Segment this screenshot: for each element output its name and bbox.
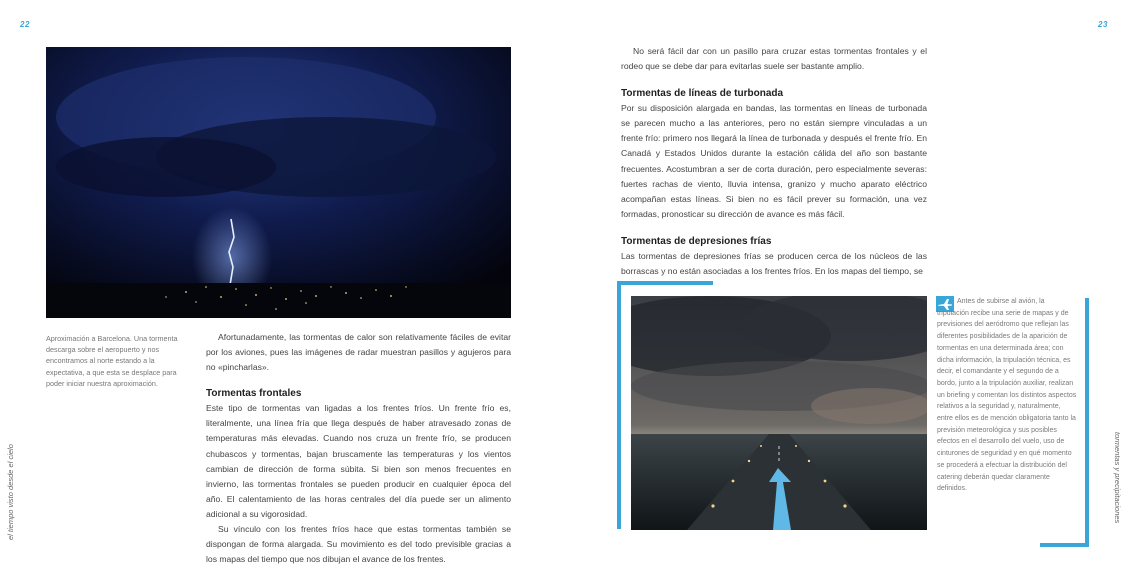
- left-text-column: [206, 330, 511, 567]
- storm-photo-left: [46, 47, 511, 318]
- left-intro-paragraph: Afortunadamente, las tormentas de calor son relativamente fáciles de evitar por los aviones, pues las imágenes de radar muestran pasillos y agujeros para no «pincharlas».: [206, 332, 511, 373]
- section-title-depresiones-frias: Tormentas de depresiones frías: [621, 235, 772, 247]
- right-page-number: 23: [1098, 20, 1108, 29]
- frame-left-bar: [617, 281, 621, 529]
- left-section-paragraph-2: Su vínculo con los frentes fríos hace que estas tormentas también se dispongan de forma alargada. Su movimiento es del todo previsible gracias a los mapas del tiempo que nos dibujan el avance de los frentes.: [206, 524, 511, 565]
- frame-right-bar: [1085, 298, 1089, 546]
- left-page-number: 22: [20, 20, 30, 29]
- right-intro-paragraph: No será fácil dar con un pasillo para cruzar estas tormentas frontales y el rodeo que se debe dar para evitarlas suele ser bastante amplio.: [621, 46, 927, 72]
- section-title-lineas-de-turbonada: Tormentas de líneas de turbonada: [621, 88, 784, 100]
- left-running-head: el tiempo visto desde el cielo: [6, 444, 15, 540]
- frame-top-bar: [617, 281, 713, 285]
- right-running-head: tormentas y precipitaciones: [1113, 432, 1122, 524]
- left-section-paragraph-1: Este tipo de tormentas van ligadas a los frentes fríos. Un frente frío es, literalmente, una línea fría que llega después de haber atravesado zonas de temperaturas más elevadas. Cuando nos cruza un frente frío, se producen chubascos y tormentas, bajan bruscamente las temperaturas y los vientos cambian de dirección de forma súbita. Si bien son menos frecuentes en invierno, las tormentas frontales se pueden producir en cualquier época del año. El calentamiento de las horas centrales del día puede ser un alimento adicional a su vigorosidad.: [206, 403, 511, 519]
- right-text-column: [621, 44, 927, 279]
- frame-bottom-bar: [1040, 543, 1089, 547]
- section-title-tormentas-frontales: Tormentas frontales: [206, 388, 302, 400]
- runway-photo-right: [631, 296, 927, 530]
- photo-caption-left: Aproximación a Barcelona. Una tormenta descarga sobre el aeropuerto y nos encontramos al norte estando a la expectativa, a que esta se desplace para poder iniciar nuestra aproximación.: [46, 334, 178, 388]
- lightning-storm-image: [46, 47, 511, 318]
- runway-image: [631, 296, 927, 530]
- right-section-1-text: Por su disposición alargada en bandas, las tormentas en líneas de turbonada se parecen mucho a las anteriores, pero no están siempre vinculadas a un frente frío: primero nos llegará la línea de turbonada y después el frente frío. En Canadá y Estados Unidos durante la estación cálida del año son bastante frecuentes. Acostumbran a ser de corta duración, pero especialmente severas: fuertes rachas de viento, lluvia intensa, granizo y mucho aparato eléctrico acompañan estas líneas. Si bien no es fácil prever su formación, una vez formadas, pronosticar su dirección de avance es más fácil.: [621, 103, 927, 219]
- sidebar-note: Antes de subirse al avión, la tripulación recibe una serie de mapas y de previsiones del aeródromo que reflejan las diferentes posibilidades de la aparición de tormentas en una determinada área; con dicha información, la tripulación técnica, es decir, el comandante y el segundo de a bordo, junto a la tripulación auxiliar, realizan un briefing y comentan los distintos aspectos relativos a la seguridad y, naturalmente, entre ellos es de mención obligatoria tanto la previsión meteorológica y sus posibles efectos en el desarrollo del vuelo, uso de cinturones de seguridad y en qué momento se procederá a efectuar la distribución del catering deberán quedar claramente definidos.: [937, 298, 1077, 493]
- right-section-2-text: Las tormentas de depresiones frías se producen cerca de los núcleos de las borrascas y no están asociadas a los frentes fríos. En los mapas del tiempo, se: [621, 250, 927, 277]
